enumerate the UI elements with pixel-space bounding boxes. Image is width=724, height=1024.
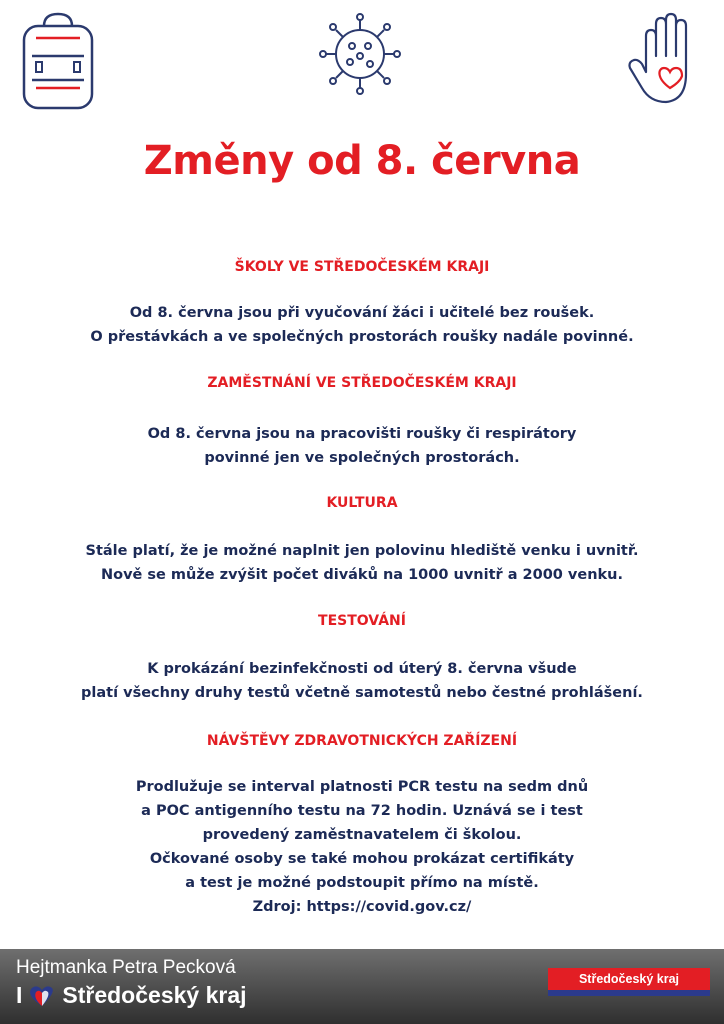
region-badge: Středočeský kraj (548, 968, 710, 990)
backpack-icon (18, 8, 98, 112)
section-body-schools (0, 301, 724, 349)
heart-logo-icon (28, 984, 56, 1008)
virus-icon (318, 12, 402, 96)
text-line: Od 8. června jsou při vyučování žáci i učitelé bez roušek. (129, 305, 595, 321)
footer-logo-i: I (16, 982, 23, 1008)
text-line: O přestávkách a ve společných prostorách roušky nadále povinné. (90, 329, 634, 345)
page-title: Změny od 8. června (143, 138, 581, 184)
section-heading-testing: TESTOVÁNÍ (318, 613, 406, 629)
text-line: Prodlužuje se interval platnosti PCR testu na sedm dnů (135, 779, 589, 795)
text-line: K prokázání bezinfekčnosti od úterý 8. června všude (147, 661, 577, 677)
text-line: Od 8. června jsou na pracovišti roušky či respirátory (147, 426, 577, 442)
section-body-culture (0, 539, 724, 587)
text-line: Očkované osoby se také mohou prokázat certifikáty (149, 851, 575, 867)
text-line: platí všechny druhy testů včetně samotestů nebo čestné prohlášení. (81, 685, 643, 701)
footer-region-name: Středočeský kraj (62, 982, 247, 1008)
section-heading-visits: NÁVŠTĚVY ZDRAVOTNICKÝCH ZAŘÍZENÍ (206, 733, 518, 749)
section-body-visits (0, 775, 724, 919)
heart-icon (659, 68, 682, 88)
section-heading-employment: ZAMĚSTNÁNÍ VE STŘEDOČESKÉM KRAJI (207, 375, 517, 391)
region-badge-stripe (548, 990, 710, 996)
text-line: Stále platí, že je možné naplnit jen polovinu hlediště venku i uvnitř. (85, 543, 639, 559)
section-body-employment (0, 422, 724, 470)
source-link[interactable]: Zdroj: https://covid.gov.cz/ (252, 899, 472, 915)
section-heading-culture: KULTURA (326, 495, 398, 511)
text-line: Nově se může zvýšit počet diváků na 1000 uvnitř a 2000 venku. (100, 567, 624, 583)
footer-governor-name: Hejtmanka Petra Pecková (16, 957, 236, 978)
footer-region-logo (16, 982, 247, 1009)
section-heading-schools: ŠKOLY VE STŘEDOČESKÉM KRAJI (234, 259, 490, 275)
section-body-testing (0, 657, 724, 705)
text-line: a test je možné podstoupit přímo na místě. (185, 875, 539, 891)
text-line: provedený zaměstnavatelem či školou. (202, 827, 522, 843)
text-line: povinné jen ve společných prostorách. (204, 450, 520, 466)
hand-heart-icon (626, 12, 710, 110)
text-line: a POC antigenního testu na 72 hodin. Uznává se i test (141, 803, 583, 819)
